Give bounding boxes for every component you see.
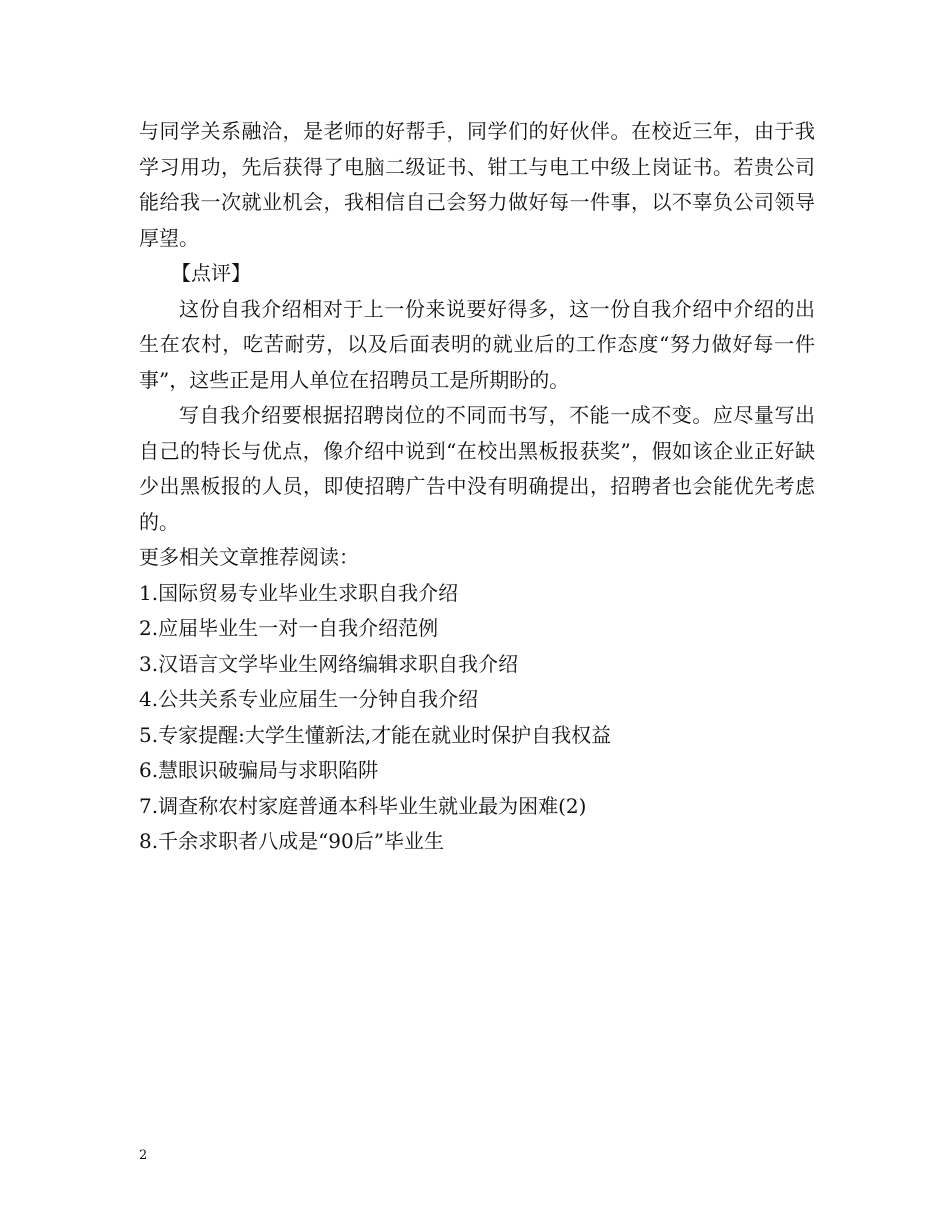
related-articles-title: 更多相关文章推荐阅读： [139, 545, 359, 569]
review-paragraph-1: 这份自我介绍相对于上一份来说要好得多，这一份自我介绍中介绍的出生在农村，吃苦耐劳，以及后面表明的就业后的工作态度“努力做好每一件事”，这些正是用人单位在招聘员工是所期盼的。 [139, 296, 815, 392]
intro-continuation-paragraph: 与同学关系融洽，是老师的好帮手，同学们的好伙伴。在校近三年，由于我学习用功，先后获得了电脑二级证书、钳工与电工中级上岗证书。若贵公司能给我一次就业机会，我相信自己会努力做好每一件事，以不辜负公司领导厚望。 [139, 119, 815, 250]
review-heading: 【点评】 [171, 261, 251, 285]
related-article-link[interactable]: 8.千余求职者八成是“90后”毕业生 [139, 829, 444, 853]
related-article-link[interactable]: 5.专家提醒:大学生懂新法,才能在就业时保护自我权益 [139, 722, 612, 747]
related-article-link[interactable]: 6.慧眼识破骗局与求职陷阱 [139, 758, 379, 782]
related-article-link[interactable]: 7.调查称农村家庭普通本科毕业生就业最为困难(2) [139, 793, 587, 818]
related-article-link[interactable]: 1.国际贸易专业毕业生求职自我介绍 [139, 580, 459, 605]
related-article-link[interactable]: 2.应届毕业生一对一自我介绍范例 [139, 616, 439, 640]
document-body [139, 114, 815, 860]
related-article-link[interactable]: 3.汉语言文学毕业生网络编辑求职自我介绍 [139, 651, 519, 676]
review-paragraph-2: 写自我介绍要根据招聘岗位的不同而书写，不能一成不变。应尽量写出自己的特长与优点，像介绍中说到“在校出黑板报获奖”，假如该企业正好缺少出黑板报的人员，即使招聘广告中没有明确提出，招聘者也会能优先考虑的。 [139, 403, 815, 534]
page-number: 2 [139, 1148, 148, 1163]
related-articles-list [139, 576, 815, 860]
related-article-link[interactable]: 4.公共关系专业应届生一分钟自我介绍 [139, 687, 479, 711]
